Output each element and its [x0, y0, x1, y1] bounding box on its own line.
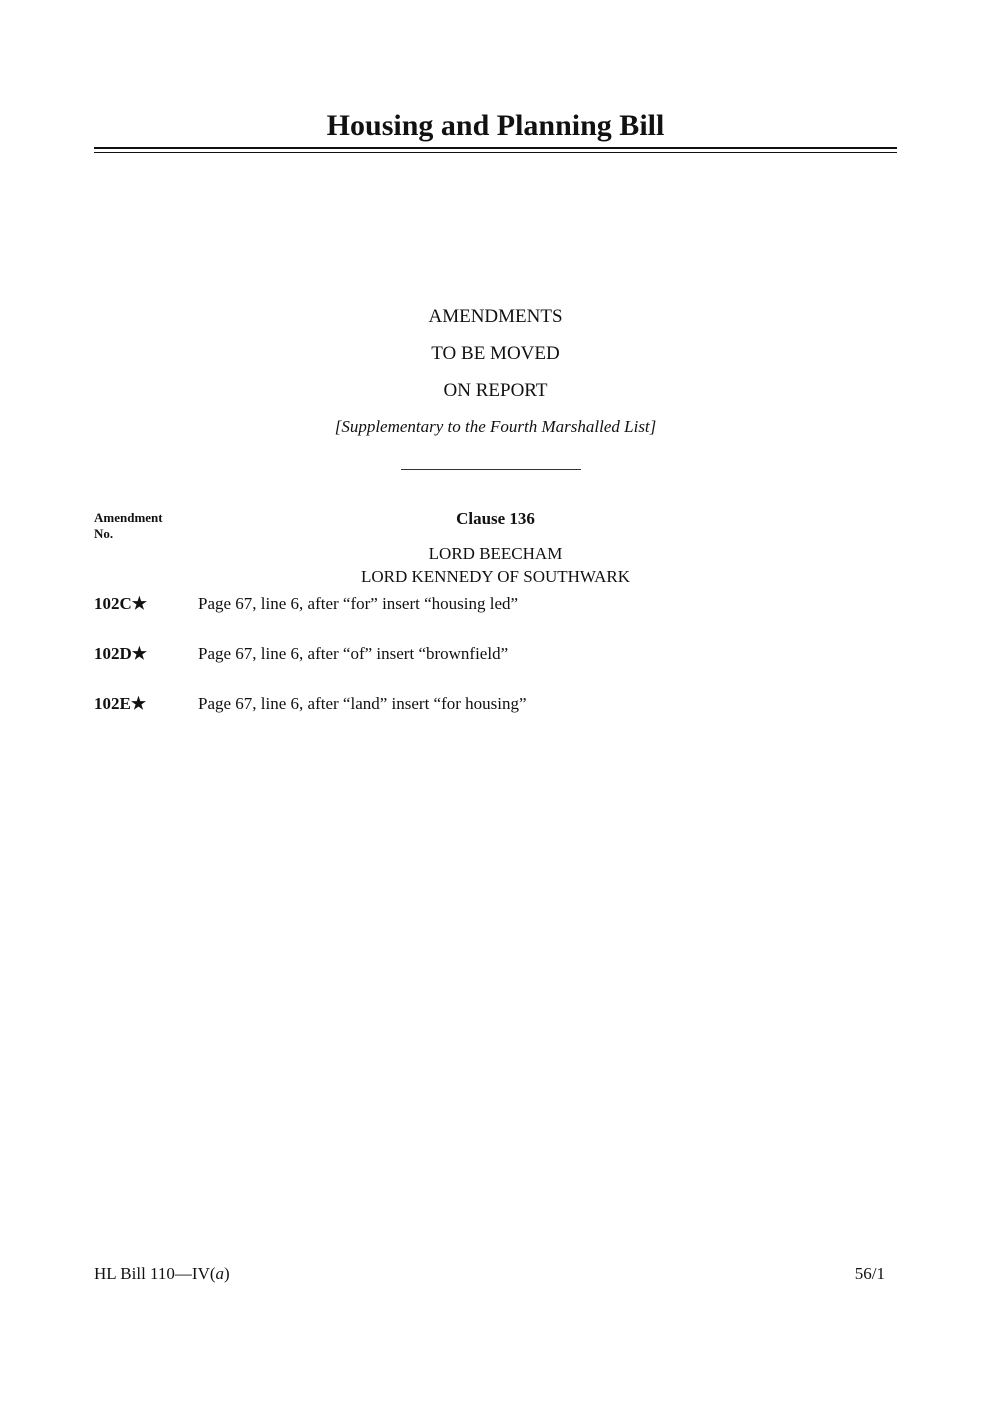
- title-rule-thin: [94, 152, 897, 153]
- heading-amendments: AMENDMENTS: [428, 306, 563, 327]
- amendment-label-line2: No.: [94, 526, 114, 541]
- bill-reference-close: ): [224, 1264, 230, 1283]
- amendment-row: [94, 691, 897, 717]
- amendment-number: 102D★: [94, 644, 148, 663]
- page-title: Housing and Planning Bill: [326, 109, 665, 142]
- amendment-text: Page 67, line 6, after “of” insert “brownfield”: [198, 644, 509, 663]
- bill-reference-main: HL Bill 110—IV(: [94, 1264, 216, 1283]
- amendment-label-line1: Amendment: [94, 510, 163, 525]
- sponsor-name: LORD BEECHAM: [428, 544, 563, 563]
- page-reference: 56/1: [854, 1264, 885, 1283]
- supplementary-note: [Supplementary to the Fourth Marshalled List]: [334, 417, 657, 436]
- section-divider: [401, 469, 581, 470]
- heading-to-be-moved: TO BE MOVED: [431, 343, 560, 364]
- amendment-number: 102E★: [94, 694, 147, 713]
- clause-heading: Clause 136: [456, 509, 535, 528]
- heading-on-report: ON REPORT: [443, 380, 548, 401]
- amendment-text: Page 67, line 6, after “land” insert “for housing”: [198, 694, 527, 713]
- amendment-number: 102C★: [94, 594, 148, 613]
- amendment-row: [94, 641, 897, 667]
- amendment-text: Page 67, line 6, after “for” insert “housing led”: [198, 594, 519, 613]
- bill-reference-suffix: a: [215, 1264, 225, 1283]
- sponsor-name: LORD KENNEDY OF SOUTHWARK: [360, 567, 630, 586]
- amendment-row: [94, 591, 897, 617]
- title-rule-thick: [94, 147, 897, 149]
- bill-reference: [94, 1262, 230, 1286]
